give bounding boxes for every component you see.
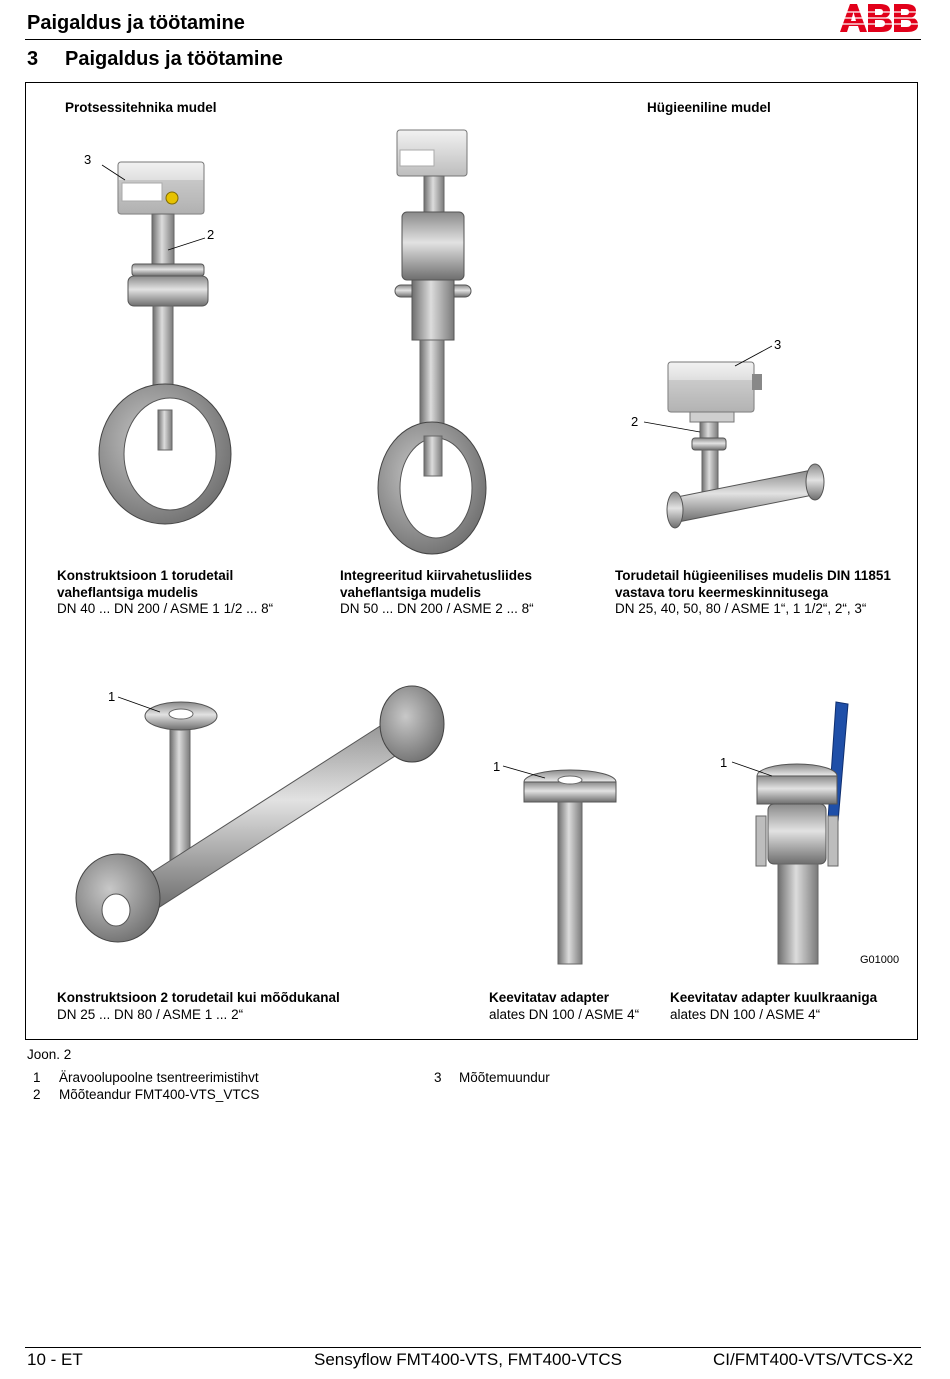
- legend-text-2: Mõõteandur FMT400-VTS_VTCS: [59, 1087, 260, 1102]
- footer-product: Sensyflow FMT400-VTS, FMT400-VTCS: [314, 1350, 622, 1369]
- callout-c-2: 2: [631, 414, 639, 429]
- caption-d: [57, 990, 340, 1023]
- running-title: Paigaldus ja töötamine: [27, 12, 245, 34]
- legend-num-2: 2: [33, 1087, 41, 1102]
- caption-b: [340, 568, 534, 618]
- callout-c-3: 3: [774, 337, 782, 352]
- callout-f-1: 1: [720, 755, 728, 770]
- graphic-code: G01000: [860, 954, 900, 966]
- device-f-ball-valve-adapter: [732, 702, 848, 964]
- footer-page: 10 - ET: [27, 1350, 83, 1369]
- device-a-wafer-sensor: [99, 162, 231, 524]
- column-head-hygienic: Hügieeniline mudel: [647, 100, 771, 115]
- section-number: 3: [27, 48, 39, 70]
- caption-e-range: alates DN 100 / ASME 4“: [489, 1006, 640, 1022]
- caption-f: [670, 990, 877, 1023]
- column-head-process: Protsessitehnika mudel: [65, 100, 217, 115]
- caption-a-title: Konstruktsioon 1 torudetail: [57, 568, 234, 583]
- caption-f-range: alates DN 100 / ASME 4“: [670, 1006, 821, 1022]
- device-b-quick-change-sensor: [378, 130, 486, 554]
- caption-a: [57, 568, 273, 618]
- caption-c-range: DN 25, 40, 50, 80 / ASME 1“, 1 1/2“, 2“, 3“: [615, 601, 867, 616]
- callout-a-2: 2: [207, 227, 215, 242]
- legend-text-1: Äravoolupoolne tsentreerimistihvt: [59, 1070, 259, 1085]
- caption-e-title: Keevitatav adapter: [489, 990, 610, 1005]
- caption-b-title: Integreeritud kiirvahetusliides: [340, 568, 533, 583]
- caption-b-range: DN 50 ... DN 200 / ASME 2 ... 8“: [340, 601, 534, 616]
- device-e-weld-adapter: [503, 766, 616, 964]
- caption-d-title: Konstruktsioon 2 torudetail kui mõõdukanal: [57, 990, 340, 1005]
- footer-doc-id: CI/FMT400-VTS/VTCS-X2: [713, 1350, 914, 1369]
- callout-d-1: 1: [108, 689, 116, 704]
- callout-e-1: 1: [493, 759, 501, 774]
- caption-c-title: Torudetail hügieenilises mudelis DIN 11851: [615, 568, 891, 583]
- caption-e: [489, 990, 639, 1023]
- caption-c-subtitle: vastava toru keermeskinnitusega: [615, 584, 829, 600]
- device-c-hygienic-sensor: [644, 346, 824, 528]
- figure-label: Joon. 2: [27, 1047, 72, 1062]
- footer-rule: [25, 1347, 921, 1348]
- callout-a-3: 3: [84, 152, 92, 167]
- section-title: Paigaldus ja töötamine: [65, 48, 283, 70]
- caption-b-subtitle: vaheflantsiga mudelis: [340, 584, 482, 600]
- caption-a-range: DN 40 ... DN 200 / ASME 1 1/2 ... 8“: [57, 601, 274, 616]
- caption-d-range: DN 25 ... DN 80 / ASME 1 ... 2“: [57, 1006, 244, 1022]
- caption-f-title: Keevitatav adapter kuulkraaniga: [670, 990, 878, 1005]
- caption-a-subtitle: vaheflantsiga mudelis: [57, 584, 199, 600]
- caption-c: [615, 568, 891, 618]
- legend-text-3: Mõõtemuundur: [459, 1070, 550, 1085]
- device-d-measuring-section: [76, 686, 444, 942]
- legend-num-3: 3: [434, 1070, 442, 1085]
- legend-num-1: 1: [33, 1070, 41, 1085]
